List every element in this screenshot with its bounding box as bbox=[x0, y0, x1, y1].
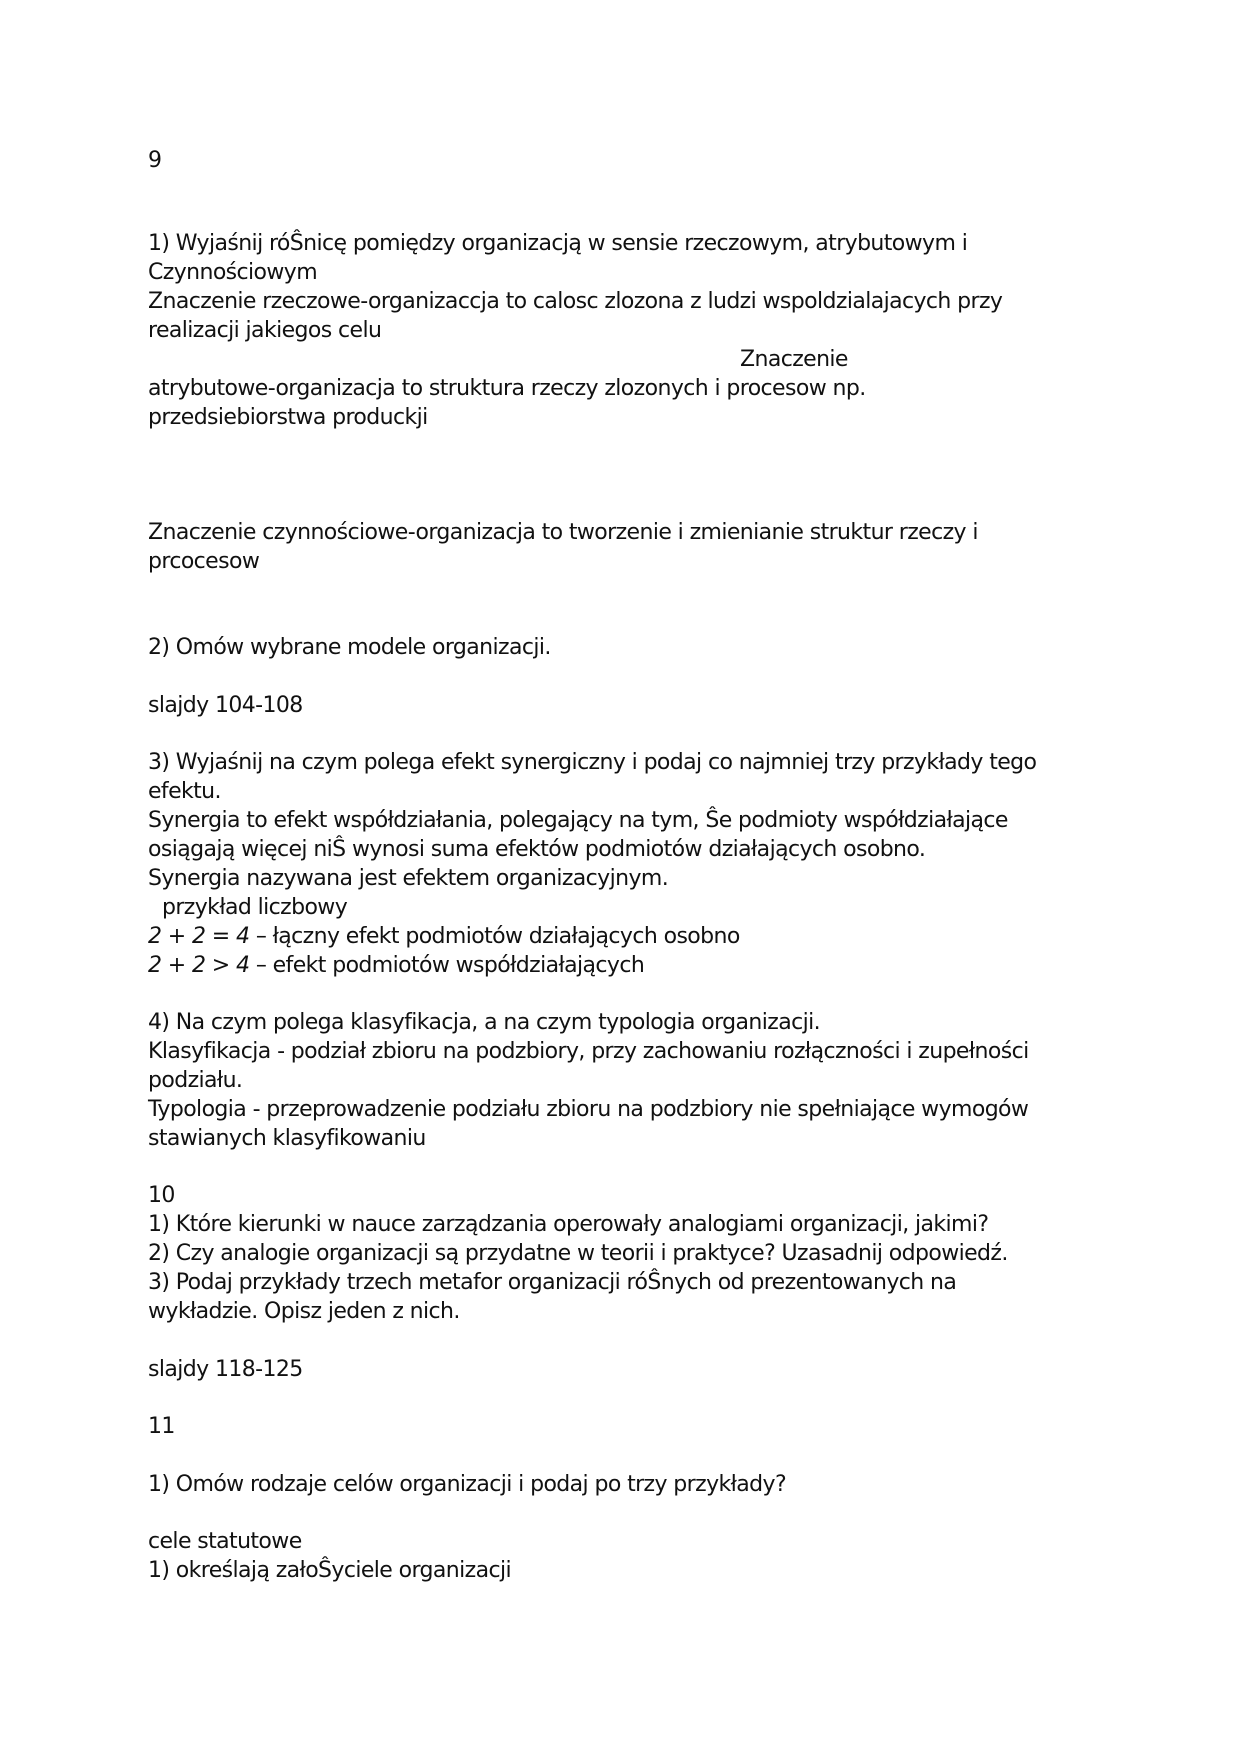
sec9-question-3-line-2: efektu. bbox=[148, 779, 221, 804]
sec9-answer-rzeczowe-line-2: realizacji jakiegos celu bbox=[148, 318, 382, 343]
sec9-answer-atrybutowe-line-1: Znaczenie bbox=[740, 347, 848, 372]
sec11-question-1: 1) Omów rodzaje celów organizacji i podaj po trzy przykłady? bbox=[148, 1472, 787, 1497]
sec9-answer-rzeczowe-line-1: Znaczenie rzeczowe-organizaccja to calosc zlozona z ludzi wspoldzialajacych przy bbox=[148, 289, 1003, 314]
sec9-answer-czynnosciowe-line-1: Znaczenie czynnościowe-organizacja to tworzenie i zmienianie struktur rzeczy i bbox=[148, 520, 978, 545]
sec10-question-1: 1) Które kierunki w nauce zarządzania operowały analogiami organizacji, jakimi? bbox=[148, 1212, 989, 1237]
equation-1-description: – łączny efekt podmiotów działających osobno bbox=[249, 924, 740, 949]
sec9-answer-3-line-2: osiągają więcej niŜ wynosi suma efektów podmiotów działających osobno. bbox=[148, 837, 926, 862]
sec9-answer-atrybutowe-line-3: przedsiebiorstwa produckji bbox=[148, 405, 428, 430]
sec10-question-2: 2) Czy analogie organizacji są przydatne w teorii i praktyce? Uzasadnij odpowiedź. bbox=[148, 1241, 1008, 1266]
sec11-answer-1-line-2: 1) określają załoŜyciele organizacji bbox=[148, 1558, 511, 1583]
section-10-number: 10 bbox=[148, 1183, 175, 1208]
equation-2-description: – efekt podmiotów współdziałających bbox=[249, 953, 645, 978]
sec9-answer-czynnosciowe-line-2: prcocesow bbox=[148, 549, 260, 574]
sec9-answer-2: slajdy 104-108 bbox=[148, 693, 303, 718]
sec9-answer-4-line-4: stawianych klasyfikowaniu bbox=[148, 1126, 426, 1151]
sec9-question-2: 2) Omów wybrane modele organizacji. bbox=[148, 635, 551, 660]
section-9-number: 9 bbox=[148, 148, 162, 173]
sec10-question-3-line-1: 3) Podaj przykłady trzech metafor organizacji róŜnych od prezentowanych na bbox=[148, 1270, 957, 1295]
sec11-answer-1-line-1: cele statutowe bbox=[148, 1529, 302, 1554]
sec9-answer-3-example-label: przykład liczbowy bbox=[162, 895, 348, 920]
sec9-question-1-line-2: Czynnościowym bbox=[148, 260, 318, 285]
equation-1-formula: 2 + 2 = 4 bbox=[148, 924, 250, 949]
sec9-answer-3-line-3: Synergia nazywana jest efektem organizacyjnym. bbox=[148, 866, 669, 891]
sec9-question-3-line-1: 3) Wyjaśnij na czym polega efekt synergiczny i podaj co najmniej trzy przykłady tego bbox=[148, 750, 1037, 775]
sec10-question-3-line-2: wykładzie. Opisz jeden z nich. bbox=[148, 1299, 460, 1324]
sec9-equation-2 bbox=[148, 951, 644, 980]
sec9-question-4: 4) Na czym polega klasyfikacja, a na czym typologia organizacji. bbox=[148, 1010, 821, 1035]
sec9-equation-1 bbox=[148, 922, 740, 951]
sec9-answer-atrybutowe-line-2: atrybutowe-organizacja to struktura rzeczy zlozonych i procesow np. bbox=[148, 376, 866, 401]
document-page bbox=[148, 0, 1108, 1754]
sec10-answer: slajdy 118-125 bbox=[148, 1357, 303, 1382]
sec9-answer-4-line-1: Klasyfikacja - podział zbioru na podzbiory, przy zachowaniu rozłączności i zupełności bbox=[148, 1039, 1029, 1064]
sec9-answer-4-line-2: podziału. bbox=[148, 1068, 243, 1093]
sec9-question-1-line-1: 1) Wyjaśnij róŜnicę pomiędzy organizacją w sensie rzeczowym, atrybutowym i bbox=[148, 231, 968, 256]
sec9-answer-3-line-1: Synergia to efekt współdziałania, polegający na tym, Ŝe podmioty współdziałające bbox=[148, 808, 1008, 833]
section-11-number: 11 bbox=[148, 1414, 175, 1439]
equation-2-formula: 2 + 2 > 4 bbox=[148, 953, 250, 978]
sec9-answer-4-line-3: Typologia - przeprowadzenie podziału zbioru na podzbiory nie spełniające wymogów bbox=[148, 1097, 1029, 1122]
